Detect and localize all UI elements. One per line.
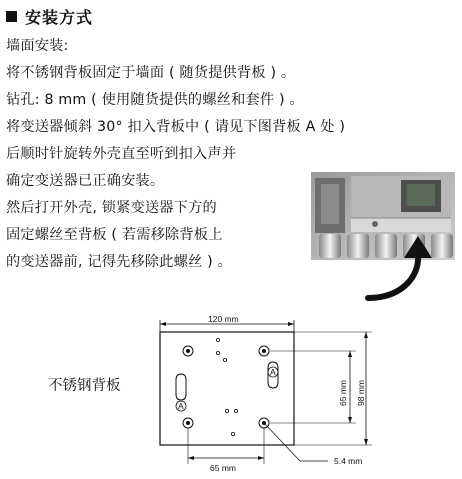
instruction-line: 的变送器前, 记得先移除此螺丝 ) 。 <box>6 254 233 270</box>
instruction-line: 墙面安装: <box>6 38 69 54</box>
dim-hole-height: 65 mm <box>338 380 348 406</box>
dim-screw: 5.4 mm <box>334 456 363 466</box>
section-title: 安装方式 <box>25 7 94 27</box>
instruction-line: 后顺时针旋转外壳直至听到扣入声并 <box>6 146 237 162</box>
instruction-line: 将变送器倾斜 30° 扣入背板中 ( 请见下图背板 A 处 ) <box>6 119 346 135</box>
instruction-line: 固定螺丝至背板 ( 若需移除背板上 <box>6 227 223 243</box>
plate-label: 不锈钢背板 <box>48 378 121 394</box>
slot-marker-right: A <box>270 367 276 377</box>
section-heading <box>6 4 93 28</box>
rotation-arrow-icon <box>360 232 440 308</box>
instruction-line: 然后打开外壳, 锁紧变送器下方的 <box>6 200 217 216</box>
dim-top-width: 120 mm <box>208 314 239 324</box>
dim-bottom-spacing: 65 mm <box>210 463 236 473</box>
instruction-line: 钻孔: 8 mm ( 使用随货提供的螺丝和套件 ) 。 <box>6 92 304 108</box>
backplate-drawing <box>150 310 462 479</box>
instruction-line: 将不锈钢背板固定于墙面 ( 随货提供背板 ) 。 <box>6 65 296 81</box>
instruction-line: 确定变送器已正确安装。 <box>6 173 165 189</box>
dim-total-height: 98 mm <box>356 380 366 406</box>
slot-marker-left: A <box>178 401 184 411</box>
bullet-square-icon <box>6 11 17 22</box>
